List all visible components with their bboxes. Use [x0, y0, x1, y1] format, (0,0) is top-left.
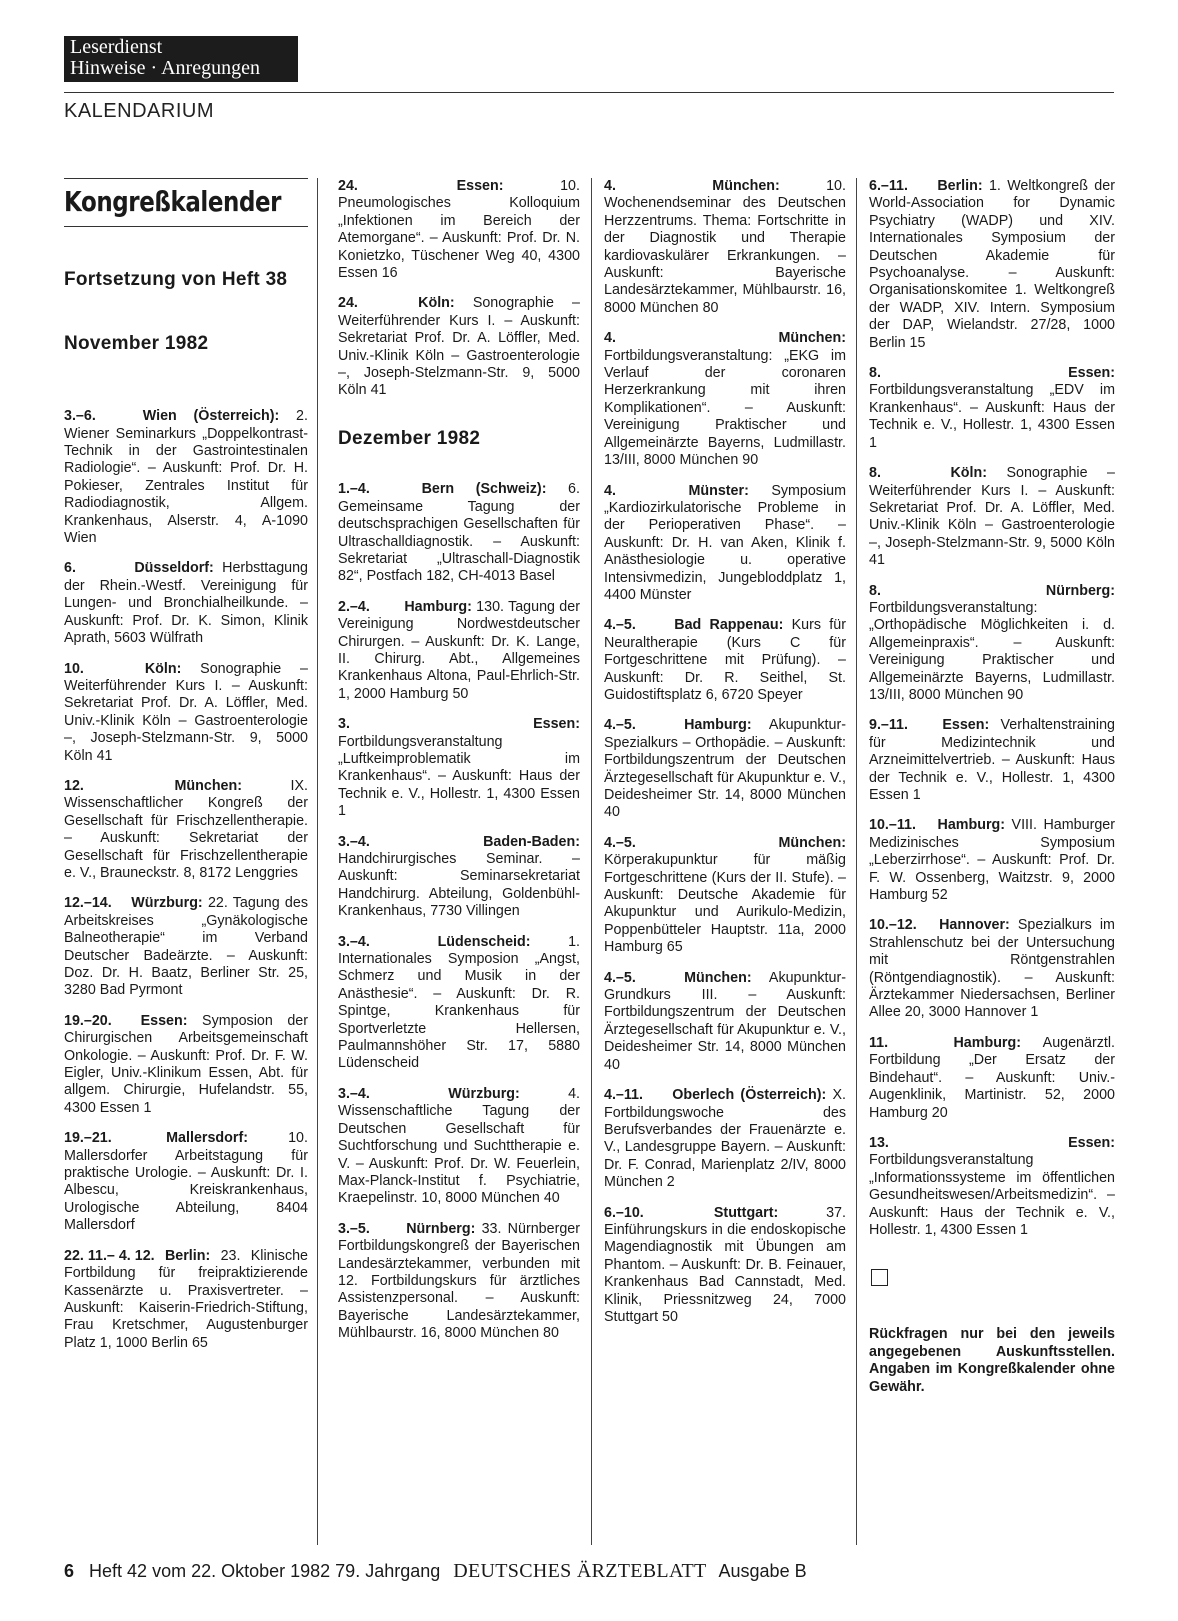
event-entry	[604, 330, 846, 469]
event-description: Akupunktur-Spezialkurs – Orthopädie. – Auskunft: Fortbildungszentrum der Deutschen Ärztegesellschaft für Akupunktur e. V., Deidesheimer Str. 14, 8000 München 40	[604, 717, 846, 821]
title-bottom-rule	[64, 226, 308, 227]
event-city: Köln:	[950, 465, 987, 482]
journal-name: DEUTSCHES ÄRZTEBLATT	[453, 1560, 707, 1582]
event-description: 10. Wochenendseminar des Deutschen Herzzentrums. Thema: Fortschritte in der Diagnostik und Therapie kardiovaskulärer Erkrankungen. – Auskunft: Bayerische Landesärztekammer, Mühlbaurstr. 16, 8000 München 80	[604, 178, 846, 316]
event-entry	[604, 178, 846, 317]
event-date: 4.	[604, 178, 616, 194]
event-description: 10. Mallersdorfer Arbeitstagung für praktische Urologie. – Auskunft: Dr. I. Albescu, Kreiskrankenhaus, Urologische Abteilung, 8404 Mallersdorf	[64, 1130, 308, 1234]
event-entry	[604, 970, 846, 1074]
event-date: 1.–4.	[338, 481, 370, 498]
event-entry	[338, 934, 580, 1073]
event-date: 4.–5.	[604, 617, 636, 634]
event-entry	[869, 917, 1115, 1021]
event-description: VIII. Hamburger Medizinisches Symposium „Leberzirrhose“. – Auskunft: Prof. Dr. F. W. Ossenberg, Waitzstr. 9, 2000 Hamburg 52	[869, 817, 1115, 904]
event-date: 4.–5.	[604, 834, 636, 851]
event-description: 1. Internationales Symposion „Angst, Schmerz und Musik in der Anästhesie“. – Auskunft: Dr. R. Spintge, Krankenhaus für Sportverletzte Hellersen, Paulmannshöher Str. 17, 5880 Lüdenscheid	[338, 933, 580, 1072]
event-date: 19.–21.	[64, 1130, 112, 1147]
event-entry	[64, 560, 308, 647]
event-date: 4.	[604, 330, 616, 347]
event-entry	[64, 661, 308, 765]
event-description: Verhaltenstraining für Medizintechnik und Arzneimittelvertrieb. – Auskunft: Haus der Technik e. V., Hollestr. 1, 4300 Essen 1	[869, 717, 1115, 803]
event-city: Nürnberg:	[1045, 582, 1115, 599]
event-description: 22. Tagung des Arbeitskreises „Gynäkologische Balneotherapie“ im Verband Deutscher Badeärzte. – Auskunft: Doz. Dr. H. Baatz, Berliner Str. 25, 3280 Bad Pyrmont	[64, 895, 308, 999]
event-entry	[869, 717, 1115, 804]
event-city: Oberlech (Österreich):	[672, 1087, 827, 1104]
event-date: 24.	[338, 178, 358, 194]
event-description: Sonographie – Weiterführender Kurs I. – Auskunft: Sekretariat Prof. Dr. A. Löffler, Med. Univ.-Klinik Köln – Gastroenterologie –, Joseph-Stelzmann-Str. 9, 5000 Köln 41	[64, 660, 308, 764]
event-city: München:	[684, 969, 752, 986]
edition: Ausgabe B	[718, 1561, 807, 1581]
event-city: Essen:	[533, 716, 580, 733]
event-description: 4. Wissenschaftliche Tagung der Deutschen Gesellschaft für Suchtforschung und Suchttherapie e. V. – Auskunft: Prof. Dr. W. Feuerlein, Max-Planck-Institut f. Psychiatrie, Kraepelinstr. 10, 8000 München 40	[338, 1085, 580, 1207]
event-entry	[338, 295, 580, 399]
event-city: Essen:	[1068, 1134, 1115, 1151]
event-description: Symposion der Chirurgischen Arbeitsgemeinschaft Onkologie. – Auskunft: Prof. Dr. F. W. Eigler, Univ.-Klinikum Essen, Abt. für allgem. Chirurgie, Hufelandstr. 55, 4300 Essen 1	[64, 1012, 308, 1116]
column-3	[604, 178, 846, 1339]
event-date: 3.	[338, 716, 350, 733]
event-date: 6.–10.	[604, 1204, 644, 1221]
event-description: IX. Wissenschaftlicher Kongreß der Gesellschaft für Frischzellentherapie. – Auskunft: Sekretariat der Gesellschaft für Frischzellentherapie e. V., Brauneckstr. 8, 8172 Lenggries	[64, 777, 308, 881]
event-entry	[604, 1087, 846, 1191]
event-description: Fortbildungsveranstaltung „Luftkeimproblematik im Krankenhaus“. – Auskunft: Haus der Technik e. V., Hollestr. 1, 4300 Essen 1	[338, 733, 580, 820]
event-date: 3.–6.	[64, 408, 96, 425]
event-description: 33. Nürnberger Fortbildungskongreß der Bayerischen Landesärztekammer, verbunden mit 12. Fortbildungskurs für ärztliches Assistenzpersonal. – Auskunft: Bayerische Landesärztekammer, Mühlbaurstr. 16, 8000 München 80	[338, 1220, 580, 1342]
event-date: 10.	[64, 660, 84, 677]
event-date: 3.–4.	[338, 933, 370, 950]
event-description: Herbsttagung der Rhein.-Westf. Vereinigung für Lungen- und Bronchialheilkunde. – Auskunft: Prof. Dr. K. Simon, Klinik Aprath, 5603 Wülfrath	[64, 560, 308, 647]
event-city: Essen:	[456, 178, 504, 194]
month-heading-november: November 1982	[64, 332, 209, 354]
event-description: Fortbildungsveranstaltung: „Orthopädische Möglichkeiten i. d. Allgemeinpraxis“. – Auskunft: Vereinigung Praktischer und Allgemeinärzte Bayerns, Ludmillastr. 13/III, 8000 München 90	[869, 599, 1115, 703]
event-description: 23. Klinische Fortbildung für freipraktizierende Kassenärzte u. Praxisvertreter. – Auskunft: Kaiserin-Friedrich-Stiftung, Frau Kretschmer, Augustenburger Platz 1, 1000 Berlin 65	[64, 1247, 308, 1351]
event-city: Köln:	[144, 660, 182, 677]
event-city: Würzburg:	[448, 1085, 520, 1102]
event-city: Köln:	[418, 295, 455, 312]
event-city: Düsseldorf:	[134, 560, 214, 577]
event-city: Hamburg:	[953, 1034, 1021, 1051]
event-description: Spezialkurs im Strahlenschutz bei der Untersuchung mit Röntgenstrahlen (Röntgendiagnostik). – Auskunft: Ärztekammer Niedersachsen, Berliner Allee 20, 3000 Hannover 1	[869, 917, 1115, 1021]
badge-line-2: Hinweise · Anregungen	[70, 57, 260, 79]
event-date: 10.–11.	[869, 817, 916, 834]
event-entry	[604, 483, 846, 605]
event-city: Nürnberg:	[406, 1220, 476, 1237]
event-date: 24.	[338, 295, 358, 312]
event-date: 3.–4.	[338, 833, 370, 850]
event-entry	[64, 1248, 308, 1352]
event-description: X. Fortbildungswoche des Berufsverbandes der Frauenärzte e. V., Landesgruppe Bayern. – Auskunft: Dr. F. Conrad, Marienplatz 2/IV, 8000 München 2	[604, 1087, 846, 1191]
event-city: München:	[712, 178, 780, 194]
event-date: 4.–5.	[604, 969, 636, 986]
event-city: Berlin:	[164, 1247, 211, 1264]
event-description: Fortbildungsveranstaltung „Informationssysteme im öffentlichen Gesundheitswesen/Arbeitsmedizin“. – Auskunft: Haus der Technik e. V., Hollestr. 1, 4300 Essen 1	[869, 1152, 1115, 1238]
event-entry	[869, 465, 1115, 569]
disclaimer-notice: Rückfragen nur bei den jeweils angegebenen Auskunftsstellen. Angaben im Kongreßkalender ohne Gewähr.	[869, 1326, 1115, 1395]
event-entry	[338, 481, 580, 585]
event-description: 37. Einführungskurs in die endoskopische Magendiagnostik mit Übungen am Phantom. – Auskunft: Dr. B. Feinauer, Krankenhaus Bad Cannstadt, Med. Klinik, Priessnitzweg 24, 7000 Stuttgart 50	[604, 1204, 846, 1325]
event-description: 2. Wiener Seminarkurs „Doppelkontrast-Technik in der Gastrointestinalen Radiologie“. – Auskunft: Prof. Dr. H. Pokieser, Zentrales Institut für Radiodiagnostik, Allgem. Krankenhaus, Alserstr. 4, A-1090 Wien	[64, 408, 308, 547]
event-date: 4.	[604, 482, 616, 499]
badge-line-1: Leserdienst	[70, 36, 163, 58]
event-entry	[604, 617, 846, 704]
entry-list	[338, 481, 580, 1342]
month-heading-dezember: Dezember 1982	[338, 427, 481, 449]
event-entry	[64, 1013, 308, 1117]
event-date: 11.	[869, 1034, 889, 1051]
event-description: 10. Pneumologisches Kolloquium „Infektionen im Bereich der Atemorgane“. – Auskunft: Prof. Dr. N. Konietzko, Tüschener Weg 40, 4300 Essen 16	[338, 178, 580, 282]
event-city: Münster:	[688, 482, 749, 499]
page-number: 6	[64, 1561, 75, 1581]
event-entry	[64, 1130, 308, 1234]
event-description: Kurs für Neuraltherapie (Kurs C für Fortgeschrittene mit Prüfung). – Auskunft: Dr. R. Seithel, St. Guidostiftsplatz 6, 6720 Speyer	[604, 617, 846, 703]
issue-info: Heft 42 vom 22. Oktober 1982 79. Jahrgang	[89, 1561, 441, 1581]
event-city: Bern (Schweiz):	[421, 481, 547, 498]
event-date: 22. 11.– 4. 12.	[64, 1247, 155, 1264]
event-entry	[604, 1205, 846, 1327]
event-city: Hamburg:	[404, 598, 472, 615]
event-date: 3.–5.	[338, 1220, 370, 1237]
event-city: Mallersdorf:	[166, 1130, 248, 1147]
event-city: Stuttgart:	[713, 1204, 779, 1221]
event-description: Augenärztl. Fortbildung „Der Ersatz der Bindehaut“. – Auskunft: Univ.-Augenklinik, Martinistr. 52, 2000 Hamburg 20	[869, 1034, 1115, 1121]
event-entry	[64, 408, 308, 547]
event-date: 6.	[64, 560, 76, 577]
event-city: Essen:	[942, 717, 990, 734]
event-description: 6. Gemeinsame Tagung der deutschsprachigen Gesellschaften für Ultraschalldiagnostik. – Auskunft: Sekretariat „Ultraschall-Diagnostik 82“, Postfach 182, CH-4013 Basel	[338, 481, 580, 585]
event-entry	[338, 1221, 580, 1343]
event-description: Akupunktur-Grundkurs III. – Auskunft: Fortbildungszentrum der Deutschen Ärztegesellschaft für Akupunktur e. V., Deidesheimer Str. 14, 8000 München 40	[604, 969, 846, 1073]
event-entry	[869, 178, 1115, 352]
event-description: Fortbildungsveranstaltung: „EKG im Verlauf der coronaren Herzerkrankung mit ihren Komplikationen“. – Auskunft: Vereinigung Praktischer und Allgemeinärzte Bayerns, Ludmillastr. 13/III, 8000 München 90	[604, 347, 846, 469]
event-description: Handchirurgisches Seminar. – Auskunft: Seminarsekretariat Handchirurg. Abteilung, Goldenbühl-Krankenhaus, 7730 Villingen	[338, 851, 580, 920]
event-entry	[338, 599, 580, 703]
event-date: 10.–12.	[869, 917, 917, 934]
leserdienst-badge	[64, 36, 298, 82]
event-description: 130. Tagung der Vereinigung Nordwestdeutscher Chirurgen. – Auskunft: Dr. K. Lange, II. Chirurg. Abt., Allgemeines Krankenhaus Altona, Paul-Ehrlich-Str. 1, 2000 Hamburg 50	[338, 598, 580, 702]
event-date: 2.–4.	[338, 598, 370, 615]
event-city: Hamburg:	[937, 817, 1006, 834]
column-2	[338, 178, 580, 1356]
section-label: KALENDARIUM	[64, 100, 214, 122]
column-divider	[317, 178, 318, 1545]
page-title: Kongreßkalender	[64, 185, 282, 218]
column-1	[64, 178, 308, 1365]
event-city: Essen:	[1068, 365, 1115, 382]
event-entry	[604, 835, 846, 957]
event-date: 12.	[64, 777, 84, 794]
event-entry	[338, 834, 580, 921]
event-date: 4.–11.	[604, 1087, 643, 1104]
event-description: Symposium „Kardiozirkulatorische Probleme in der Perioperativen Phase“. – Auskunft: Dr. H. van Aken, Klinik f. Anästhesiologie u. operative Intensivmedizin, Jungebloddplatz 1, 4400 Münster	[604, 482, 846, 603]
event-date: 4.–5.	[604, 717, 636, 734]
end-mark-box	[871, 1269, 888, 1286]
event-entry	[338, 1086, 580, 1208]
event-date: 9.–11.	[869, 717, 908, 734]
event-city: Baden-Baden:	[483, 833, 580, 850]
event-description: Sonographie – Weiterführender Kurs I. – Auskunft: Sekretariat Prof. Dr. A. Löffler, Med. Univ.-Klinik Köln – Gastroenterologie –, Joseph-Stelzmann-Str. 9, 5000 Köln 41	[869, 465, 1115, 569]
event-entry	[338, 716, 580, 820]
event-city: Lüdenscheid:	[437, 933, 531, 950]
entry-list	[338, 178, 580, 400]
page-footer	[64, 1560, 807, 1583]
continuation-heading: Fortsetzung von Heft 38	[64, 269, 288, 291]
event-date: 19.–20.	[64, 1012, 112, 1029]
column-divider	[856, 178, 857, 1545]
event-entry	[869, 583, 1115, 705]
event-city: München:	[778, 330, 846, 347]
event-description: Fortbildungsveranstaltung „EDV im Krankenhaus“. – Auskunft: Haus der Technik e. V., Hollestr. 1, 4300 Essen 1	[869, 382, 1115, 451]
event-entry	[869, 817, 1115, 904]
event-entry	[604, 717, 846, 821]
column-4	[869, 178, 1115, 1396]
event-entry	[338, 178, 580, 282]
event-date: 8.	[869, 582, 881, 599]
event-description: Körperakupunktur für mäßig Fortgeschrittene (Kurs der II. Stufe). – Auskunft: Deutsche Akademie für Akupunktur und Aurikulo-Medizin, Poppenbütteler Hauptstr. 11a, 2000 Hamburg 65	[604, 852, 846, 956]
event-entry	[869, 1035, 1115, 1122]
event-city: Berlin:	[937, 178, 983, 194]
column-divider	[591, 178, 592, 1545]
event-description: Sonographie – Weiterführender Kurs I. – Auskunft: Sekretariat Prof. Dr. A. Löffler, Med. Univ.-Klinik Köln – Gastroenterologie –, Joseph-Stelzmann-Str. 9, 5000 Köln 41	[338, 295, 580, 399]
event-date: 8.	[869, 365, 881, 382]
event-city: Bad Rappenau:	[674, 617, 784, 634]
entry-list	[604, 178, 846, 1326]
event-city: Hannover:	[939, 917, 1010, 934]
event-city: München:	[174, 777, 243, 794]
event-date: 6.–11.	[869, 178, 908, 194]
event-entry	[64, 895, 308, 999]
event-entry	[869, 365, 1115, 452]
entry-list	[64, 408, 308, 1352]
event-city: Wien (Österreich):	[142, 408, 280, 425]
event-entry	[869, 1135, 1115, 1239]
event-city: Würzburg:	[131, 895, 203, 912]
event-city: München:	[778, 834, 846, 851]
event-description: 1. Weltkongreß der World-Association for Dynamic Psychiatry (WADP) und XIV. Internationales Symposium der Deutschen Akademie für Psychoanalyse. – Auskunft: Organisationskomitee 1. Weltkongreß der WADP, XIV. Intern. Symposium der DAP, Wielandstr. 27/28, 1000 Berlin 15	[869, 178, 1115, 351]
event-date: 3.–4.	[338, 1085, 370, 1102]
event-city: Hamburg:	[684, 717, 752, 734]
entry-list	[869, 178, 1115, 1239]
header-rule	[64, 92, 1114, 93]
event-date: 8.	[869, 465, 881, 482]
event-date: 13.	[869, 1134, 889, 1151]
event-city: Essen:	[140, 1012, 188, 1029]
event-entry	[64, 778, 308, 882]
event-date: 12.–14.	[64, 895, 112, 912]
